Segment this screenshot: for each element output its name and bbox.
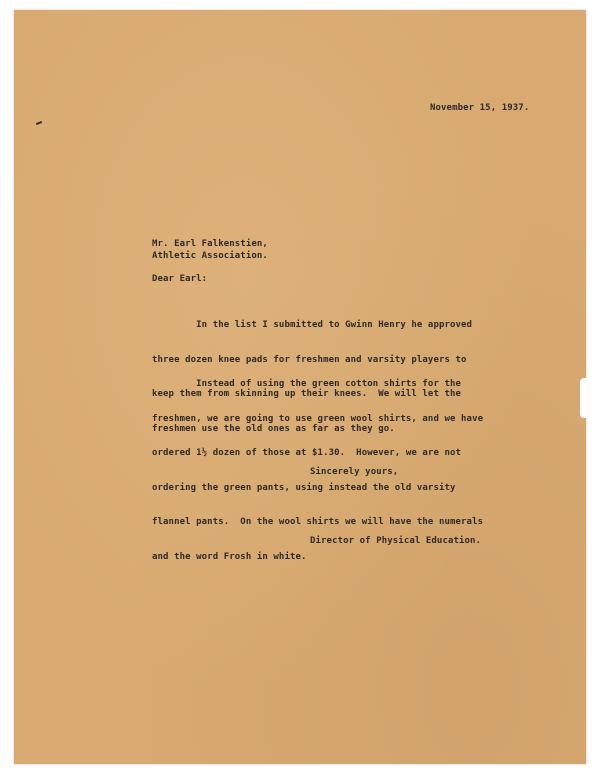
paper-edge-notch bbox=[580, 378, 588, 418]
paragraph-line: flannel pants. On the wool shirts we will have the numerals bbox=[152, 517, 484, 527]
letter-date: November 15, 1937. bbox=[430, 103, 530, 113]
salutation: Dear Earl: bbox=[152, 274, 208, 284]
paragraph-line: and the word Frosh in white. bbox=[152, 551, 307, 562]
letter-page bbox=[14, 10, 586, 764]
recipient-organization: Athletic Association. bbox=[152, 251, 268, 261]
paragraph-line: keep them from skinning up their knees. We will let the bbox=[152, 389, 462, 399]
paragraph-line: freshmen, we are going to use green wool shirts, and we have bbox=[152, 413, 484, 424]
paragraph-line: In the list I submitted to Gwinn Henry he approved bbox=[152, 320, 473, 330]
paragraph-line: ordered 1½ dozen of those at $1.30. However, we are not bbox=[152, 448, 462, 458]
signature-title: Director of Physical Education. bbox=[310, 536, 482, 546]
paragraph-line: three dozen knee pads for freshmen and varsity players to bbox=[152, 354, 467, 365]
paragraph-line: Instead of using the green cotton shirts for the bbox=[152, 379, 462, 389]
margin-mark bbox=[36, 121, 42, 125]
recipient-name: Mr. Earl Falkenstien, bbox=[152, 239, 268, 249]
paragraph-line: ordering the green pants, using instead the old varsity bbox=[152, 482, 456, 493]
paragraph-line: freshmen use the old ones as far as they go. bbox=[152, 423, 395, 434]
closing: Sincerely yours, bbox=[310, 467, 399, 477]
